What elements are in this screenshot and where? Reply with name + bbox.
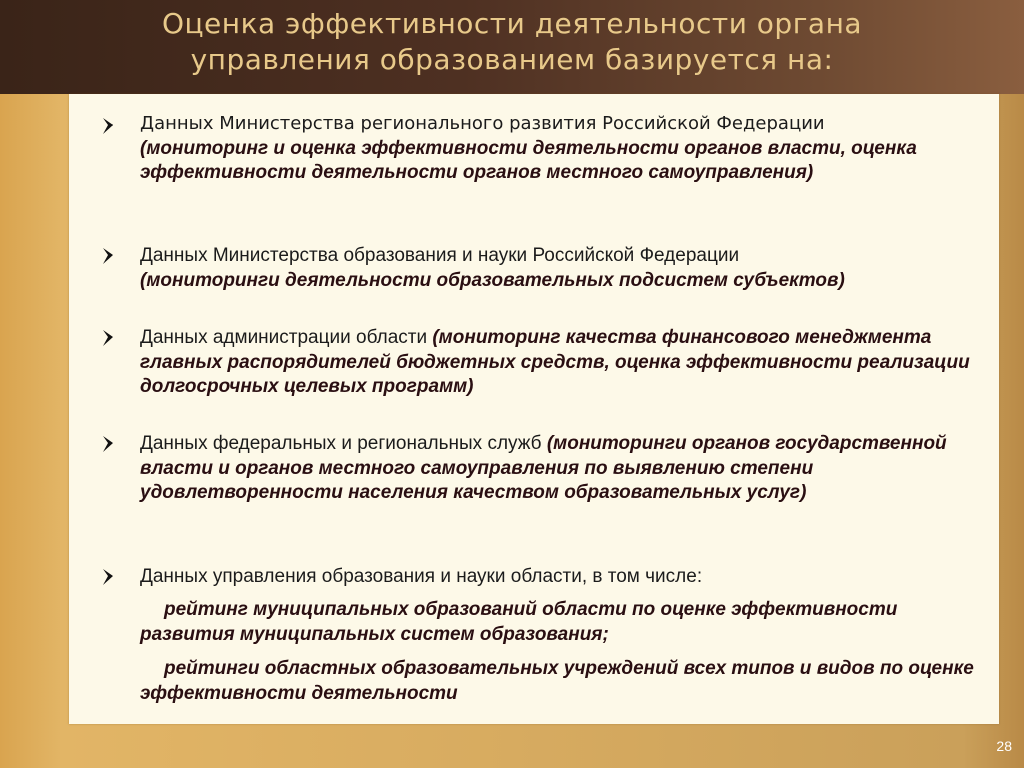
slide-title	[0, 6, 1024, 78]
list-item-note: (мониторинг и оценка эффективности деятельности органов власти, оценка эффективности деятельности органов местного самоуправления)	[140, 137, 917, 183]
list-item-source: Данных управления образования и науки области, в том числе:	[140, 566, 703, 587]
slide-header	[0, 0, 1024, 94]
list-item-text	[140, 432, 990, 506]
arrow-check-bullet-icon	[101, 326, 123, 348]
arrow-check-bullet-icon	[101, 244, 123, 266]
list-item-source: Данных администрации области	[140, 327, 428, 348]
list-subitem: рейтинг муниципальных образований области по оценке эффективности развития муниципальных систем образования;	[140, 599, 898, 645]
slide-title-line-2: управления образованием базируется на:	[190, 43, 834, 76]
list-item-text	[140, 565, 990, 590]
page-number: 28	[996, 738, 1012, 754]
list-item-text	[140, 112, 990, 186]
arrow-check-bullet-icon	[101, 432, 123, 454]
list-item-source: Данных федеральных и региональных служб	[140, 433, 542, 454]
list-item-note: (мониторинги деятельности образовательных подсистем субъектов)	[140, 269, 845, 291]
arrow-check-bullet-icon	[101, 565, 123, 587]
list-item-text	[140, 326, 990, 400]
arrow-check-bullet-icon	[101, 114, 123, 136]
slide-title-line-1: Оценка эффективности деятельности органа	[161, 7, 863, 40]
list-subitem: рейтинги областных образовательных учреждений всех типов и видов по оценке эффективности деятельности	[140, 658, 974, 704]
list-item-note: (мониторинг качества финансового менеджмента главных распорядителей бюджетных средств, оценка эффективности реализации долгосрочных целевых программ)	[140, 327, 970, 397]
list-item-source: Данных Министерства образования и науки Российской Федерации	[140, 245, 740, 266]
list-item-note: (мониторинги органов государственной власти и органов местного самоуправления по выявлению степени удовлетворенности населения качеством образовательных услуг)	[140, 433, 947, 503]
list-item-text	[140, 244, 990, 293]
list-item-source: Данных Министерства регионального развития Российской Федерации	[140, 113, 825, 134]
content-panel	[69, 94, 999, 724]
